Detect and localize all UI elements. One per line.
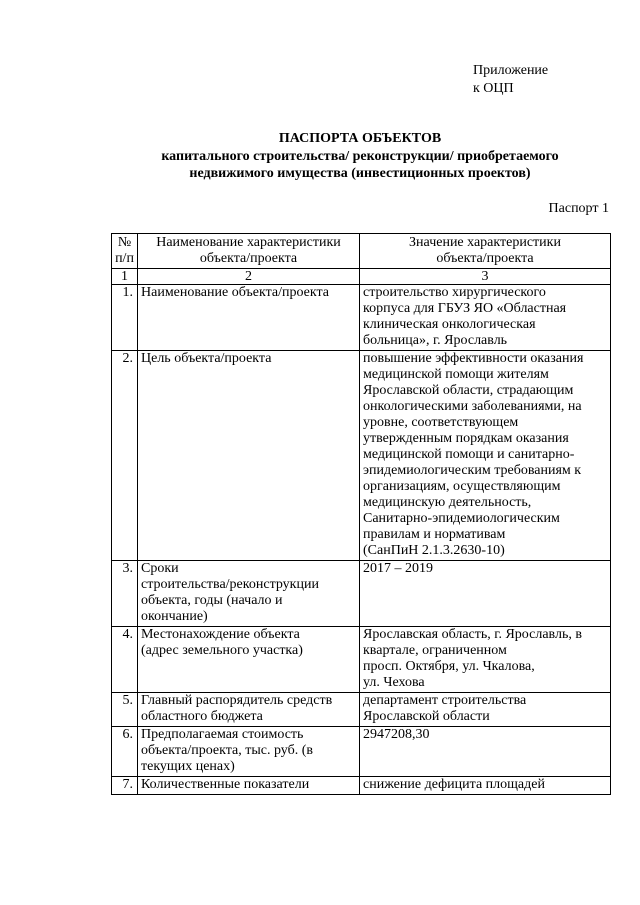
title-line-3: недвижимого имущества (инвестиционных проектов) [189,166,531,181]
row-num: 5. [112,693,138,727]
appendix-line-2: к ОЦП [473,81,514,96]
table-row [112,777,611,795]
table-row [112,285,611,351]
table-header-row [112,234,611,269]
table-row [112,561,611,627]
table-row [112,727,611,777]
appendix-line-1: Приложение [473,63,549,78]
row-name: Количественные показатели [138,777,360,795]
row-name: Наименование объекта/проекта [138,285,360,351]
row-num: 2. [112,351,138,561]
row-num: 6. [112,727,138,777]
row-value: снижение дефицита площадей [360,777,611,795]
document-title [80,130,640,182]
header-value: Значение характеристики объекта/проекта [360,234,611,269]
row-num: 1. [112,285,138,351]
row-value: 2017 – 2019 [360,561,611,627]
index-cell: 2 [138,269,360,285]
row-name: Главный распорядитель средств областного бюджета [138,693,360,727]
appendix-note [473,62,548,98]
row-value: строительство хирургического корпуса для ГБУЗ ЯО «Областная клиническая онкологическая больница», г. Ярославль [360,285,611,351]
row-name: Предполагаемая стоимость объекта/проекта, тыс. руб. (в текущих ценах) [138,727,360,777]
row-value: повышение эффективности оказания медицинской помощи жителям Ярославской области, страдающим онкологическими заболеваниями, на уровне, соответствующем утвержденным порядкам оказания медицинской помощи и санитарно- эпидемиологическим требованиям к организациям, осуществляющим медицинскую деятельность, Санитарно-эпидемиологическим правилам и нормативам (СанПиН 2.1.3.2630-10) [360,351,611,561]
passport-table [111,233,611,795]
table-index-row [112,269,611,285]
row-value: департамент строительства Ярославской области [360,693,611,727]
row-name: Цель объекта/проекта [138,351,360,561]
row-value: 2947208,30 [360,727,611,777]
table-row [112,627,611,693]
table-row [112,351,611,561]
title-line-1: ПАСПОРТА ОБЪЕКТОВ [278,131,442,146]
row-value: Ярославская область, г. Ярославль, в квартале, ограниченном просп. Октября, ул. Чкалова, ул. Чехова [360,627,611,693]
row-num: 7. [112,777,138,795]
passport-number: Паспорт 1 [548,201,609,216]
row-num: 4. [112,627,138,693]
index-cell: 1 [112,269,138,285]
title-line-2: капитального строительства/ реконструкции/ приобретаемого [161,149,559,164]
header-name: Наименование характеристики объекта/проекта [138,234,360,269]
header-num: № п/п [112,234,138,269]
row-name: Сроки строительства/реконструкции объекта, годы (начало и окончание) [138,561,360,627]
table-row [112,693,611,727]
row-name: Местонахождение объекта (адрес земельного участка) [138,627,360,693]
row-num: 3. [112,561,138,627]
index-cell: 3 [360,269,611,285]
